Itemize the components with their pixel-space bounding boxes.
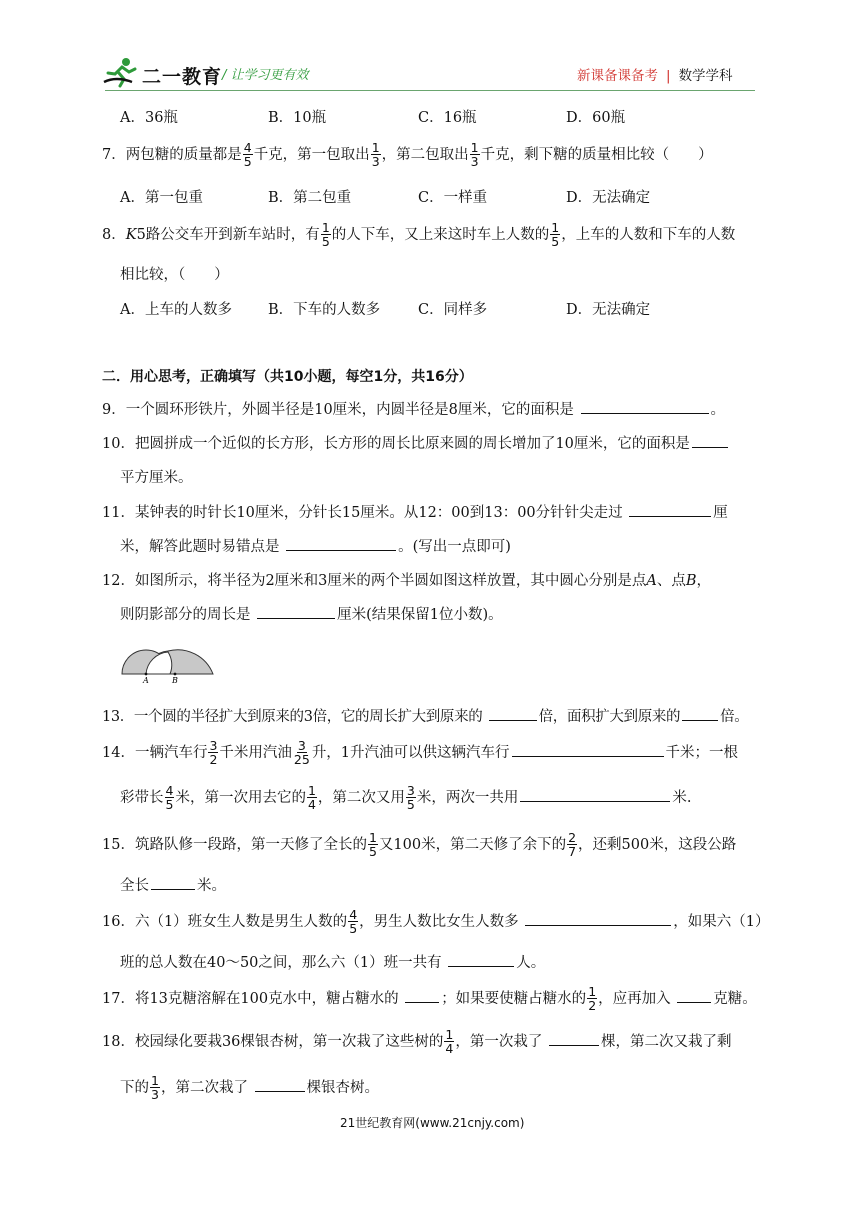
question-12: 12．如图所示，将半径为2厘米和3厘米的两个半圆如图这样放置，其中圆心分别是点A、点B，	[102, 573, 712, 589]
option: A．第一包重	[120, 190, 203, 206]
option: A．36瓶	[120, 110, 178, 126]
answer-blank[interactable]	[255, 1078, 305, 1092]
question-10: 10．把圆拼成一个近似的长方形，长方形的周长比原来圆的周长增加了10厘米，它的面积是	[102, 432, 730, 453]
answer-blank[interactable]	[629, 503, 711, 517]
q8-line2: 相比较，（ ）	[120, 267, 229, 283]
q16-line2: 班的总人数在40～50之间，那么六（1）班一共有 人。	[120, 955, 546, 971]
q10-line2: 平方厘米。	[120, 470, 193, 486]
header-rule	[105, 90, 755, 91]
answer-blank[interactable]	[677, 989, 711, 1003]
answer-blank[interactable]	[682, 707, 718, 721]
answer-blank[interactable]	[489, 707, 537, 721]
question-9: 9．一个圆环形铁片，外圆半径是10厘米，内圆半径是8厘米，它的面积是 。	[102, 402, 726, 418]
option: D．60瓶	[566, 110, 626, 126]
q14-line2: 彩带长 $\frac{4}{5}$ 米，第一次用去它的 $\frac{1}{4}$ ，第二次又用 $\frac{3}{5}$ 米，两次一共用 米.	[120, 782, 692, 812]
option: B．下车的人数多	[268, 302, 381, 318]
option: B．第二包重	[268, 190, 352, 206]
answer-blank[interactable]	[512, 743, 664, 757]
point-a-label: A	[143, 676, 149, 684]
answer-blank[interactable]	[286, 537, 396, 551]
answer-blank[interactable]	[151, 876, 195, 890]
answer-blank[interactable]	[549, 1032, 599, 1046]
answer-blank[interactable]	[448, 953, 514, 967]
answer-blank[interactable]	[405, 989, 439, 1003]
q15-line2: 全长 米。	[120, 878, 226, 894]
header-right: 新课备课备考 | 数学学科	[577, 68, 733, 84]
question-14: 14．一辆汽车行 $\frac{3}{2}$ 千米用汽油 $\frac{3}{25}$ 升，1升汽油可以供这辆汽车行 千米；一根	[102, 737, 739, 767]
question-8: 8．K5路公交车开到新车站时，有 $\frac{1}{5}$ 的人下车，又上来这时车上人数的 $\frac{1}{5}$ ，上车的人数和下车的人数	[102, 219, 736, 249]
answer-blank[interactable]	[520, 788, 670, 802]
point-b-label: B	[172, 676, 178, 684]
option: C．16瓶	[418, 110, 477, 126]
answer-blank[interactable]	[692, 434, 728, 448]
logo-text: 二一教育	[142, 66, 223, 88]
question-13: 13．一个圆的半径扩大到原来的3倍，它的周长扩大到原来的 倍，面积扩大到原来的 倍。	[102, 709, 749, 725]
answer-blank[interactable]	[581, 400, 709, 414]
q11-line2: 米，解答此题时易错点是 。(写出一点即可)	[120, 539, 511, 555]
q12-line2: 则阴影部分的周长是 厘米(结果保留1位小数)。	[120, 607, 503, 623]
option: D．无法确定	[566, 190, 651, 206]
semicircle-figure	[118, 628, 222, 684]
answer-blank[interactable]	[525, 912, 671, 926]
question-11: 11．某钟表的时针长10厘米，分针长15厘米。从12：00到13：00分针针尖走过 厘	[102, 505, 728, 521]
answer-blank[interactable]	[257, 605, 335, 619]
question-17: 17．将13克糖溶解在100克水中，糖占糖水的 ；如果要使糖占糖水的 $\frac{1}{2}$ ，应再加入 克糖。	[102, 983, 757, 1013]
q18-line2: 下的 $\frac{1}{3}$ ，第二次栽了 棵银杏树。	[120, 1072, 380, 1102]
option: D．无法确定	[566, 302, 651, 318]
option: B．10瓶	[268, 110, 327, 126]
question-18: 18．校园绿化要栽36棵银杏树，第一次栽了这些树的 $\frac{1}{4}$ ，第一次栽了 棵，第二次又栽了剩	[102, 1026, 732, 1056]
footer: 21世纪教育网(www.21cnjy.com)	[340, 1116, 525, 1130]
runner-logo-icon	[102, 56, 138, 88]
question-15: 15．筑路队修一段路，第一天修了全长的 $\frac{1}{5}$ 又100米，第二天修了余下的 $\frac{2}{7}$ ，还剩500米，这段公路	[102, 829, 737, 859]
question-7: 7．两包糖的质量都是 $\frac{4}{5}$ 千克，第一包取出 $\frac{1}{3}$ ，第二包取出 $\frac{1}{3}$ 千克，剩下糖的质量相比较（ ）	[102, 139, 713, 169]
question-16: 16．六（1）班女生人数是男生人数的 $\frac{4}{5}$ ，男生人数比女生人数多 ，如果六（1）	[102, 906, 770, 936]
option: A．上车的人数多	[120, 302, 232, 318]
section-title: 二．用心思考，正确填写（共10小题，每空1分，共16分）	[102, 369, 473, 385]
option: C．一样重	[418, 190, 488, 206]
option: C．同样多	[418, 302, 488, 318]
slogan: / 让学习更有效	[222, 68, 309, 83]
